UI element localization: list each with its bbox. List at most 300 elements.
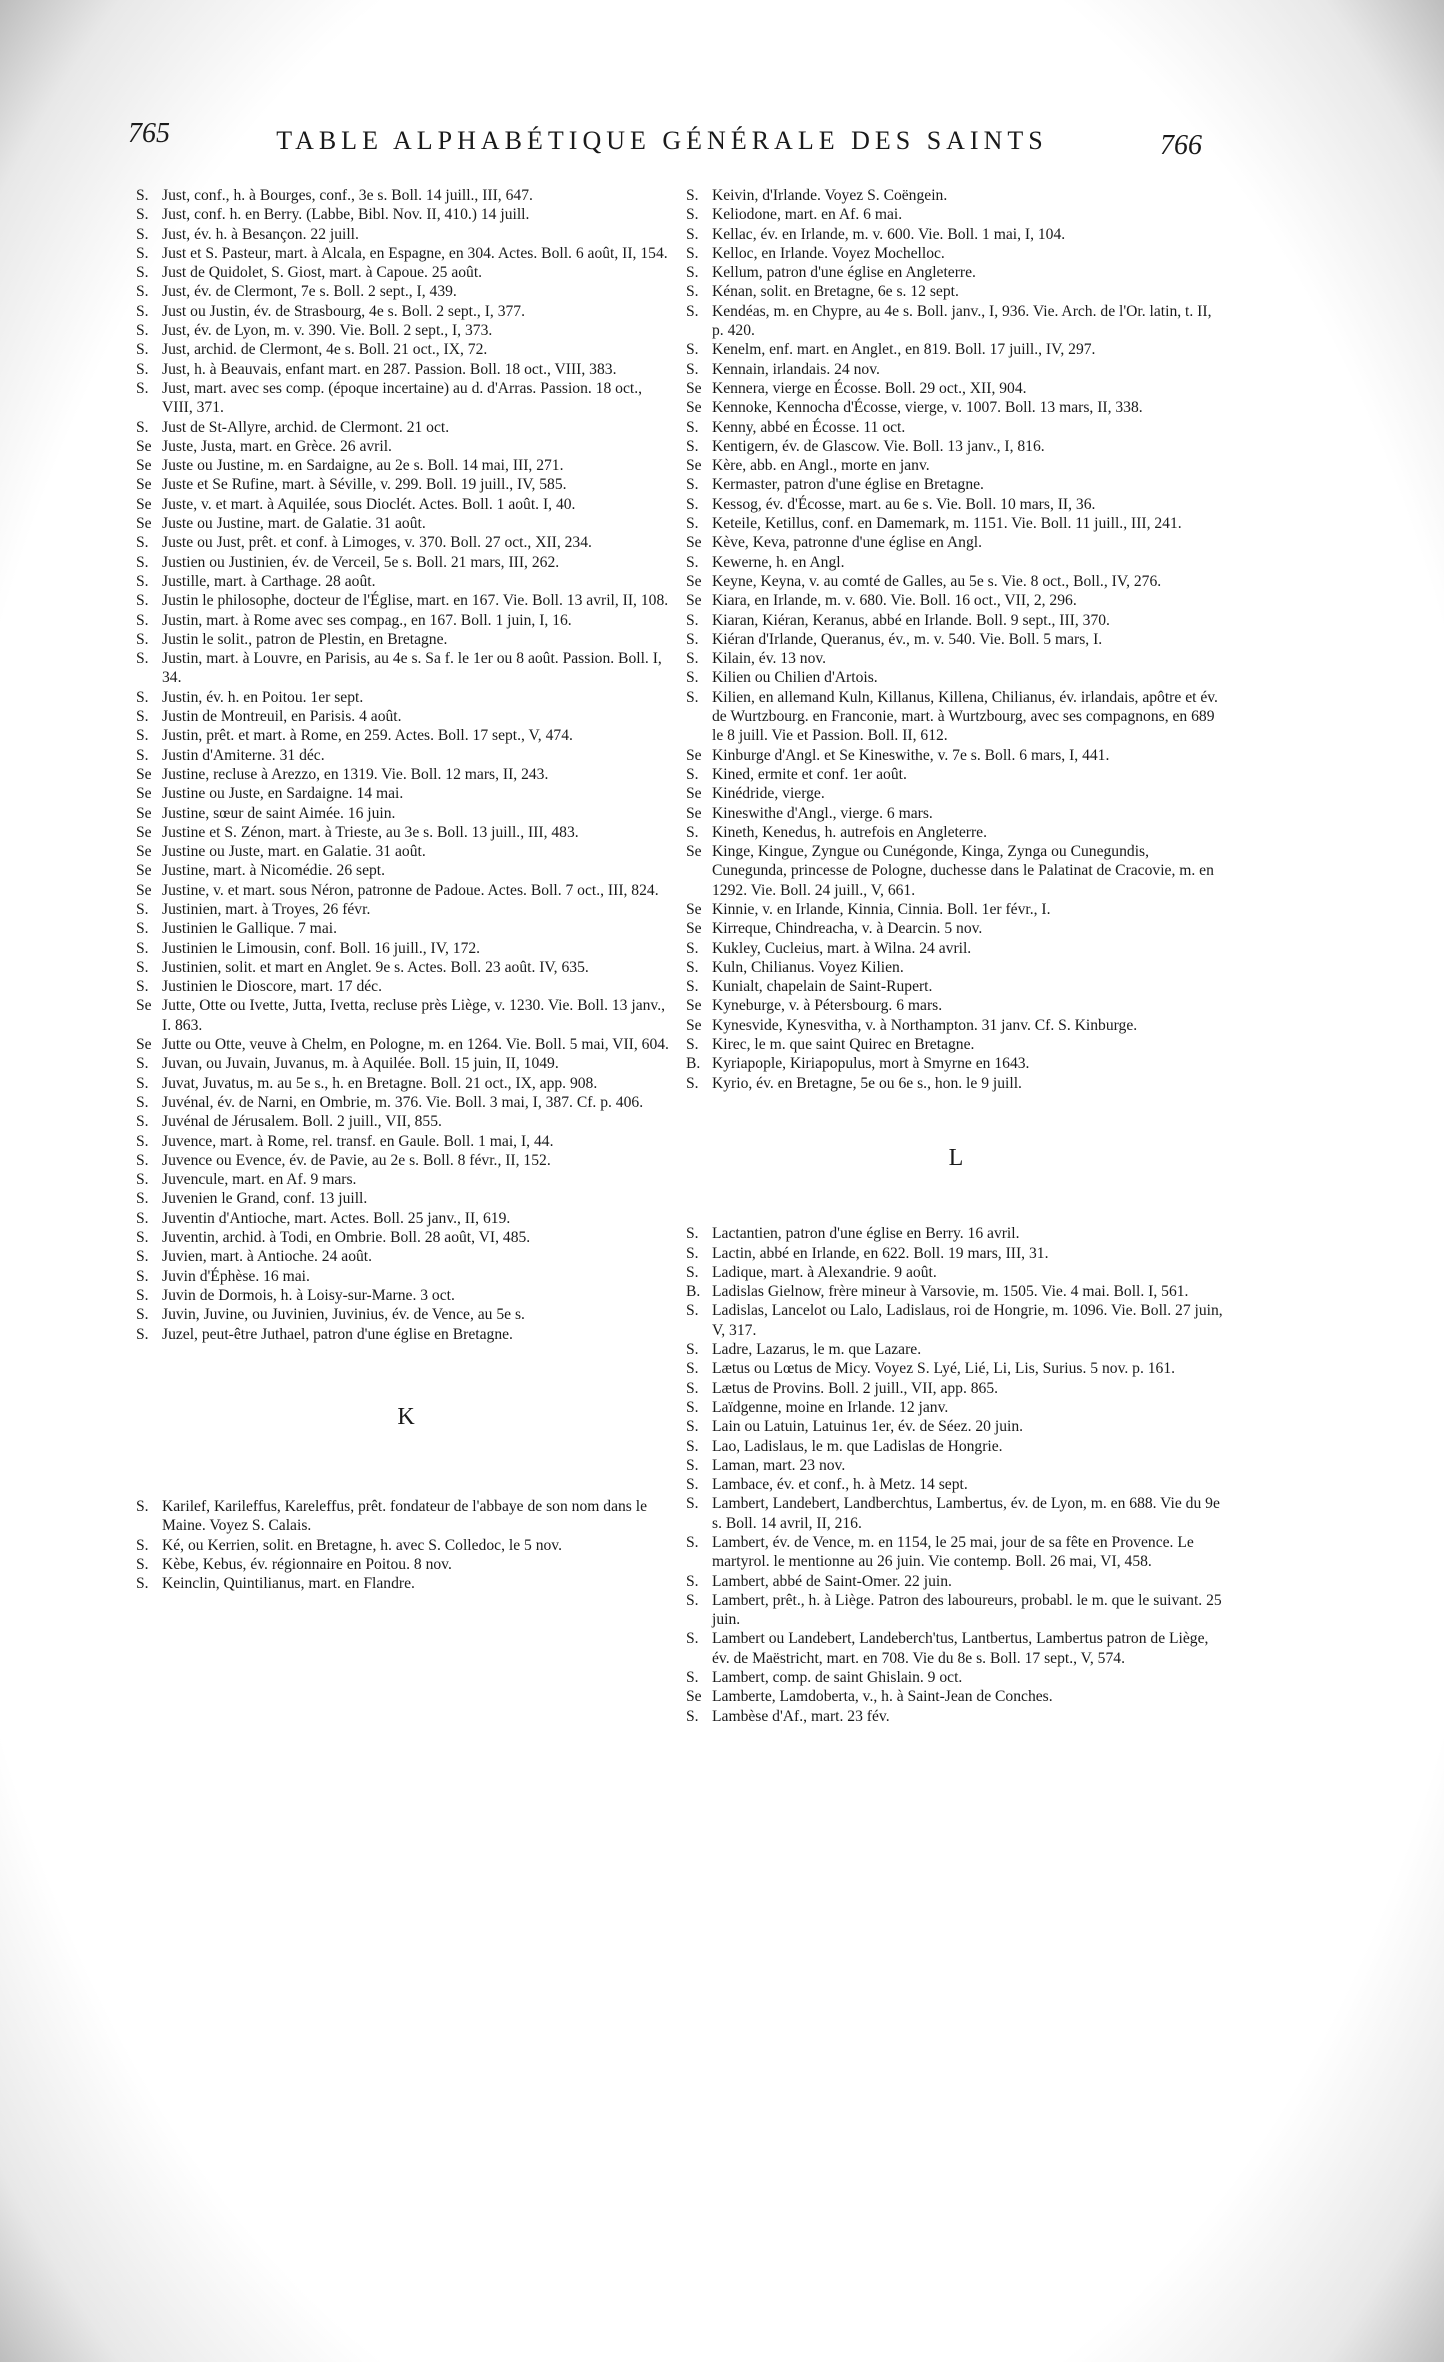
index-entry [136,707,676,726]
entry-prefix: S. [686,264,699,282]
entry-text: Keinclin, Quintilianus, mart. en Flandre. [162,1575,415,1593]
entry-text: Kellac, év. en Irlande, m. v. 600. Vie. Boll. 1 mai, I, 104. [712,225,1066,243]
entry-prefix: S. [136,1190,149,1208]
entry-prefix: S. [686,1244,699,1262]
index-entry [686,398,1226,417]
entry-prefix: Se [136,515,152,533]
entry-prefix: Se [136,804,152,822]
entry-prefix: S. [136,302,149,320]
index-entry [136,1209,676,1228]
index-entry [136,630,676,649]
entry-prefix: S. [136,592,149,610]
entry-text: Kennera, vierge en Écosse. Boll. 29 oct., XII, 904. [712,379,1027,397]
index-entry [136,514,676,533]
index-entry [136,572,676,591]
entry-text: Jutte, Otte ou Ivette, Jutta, Ivetta, recluse près Liège, v. 1230. Vie. Boll. 13 janv., I. 863. [162,997,665,1034]
index-entry [136,611,676,630]
entry-prefix: S. [686,650,699,668]
entry-prefix: S. [136,611,149,629]
entry-prefix: S. [136,1575,149,1593]
index-entry [686,1591,1226,1630]
index-entry [686,630,1226,649]
entry-prefix: S. [136,1113,149,1131]
index-entry [686,977,1226,996]
index-entry [686,958,1226,977]
entry-text: Juste, v. et mart. à Aquilée, sous Dioclét. Actes. Boll. 1 août. I, 40. [162,495,576,513]
index-entry [136,861,676,880]
entry-prefix: Se [686,746,702,764]
index-entry [686,919,1226,938]
entry-prefix: S. [136,225,149,243]
entry-text: Kennoke, Kennocha d'Écosse, vierge, v. 1007. Boll. 13 mars, II, 338. [712,399,1143,417]
index-entry [686,360,1226,379]
entry-text: Just ou Justin, év. de Strasbourg, 4e s. Boll. 2 sept., I, 377. [162,302,525,320]
entry-text: Kinédride, vierge. [712,785,825,803]
entry-prefix: S. [136,1151,149,1169]
index-entry [686,649,1226,668]
entry-prefix: S. [686,1379,699,1397]
entry-prefix: S. [136,1325,149,1343]
entry-prefix: S. [136,1074,149,1092]
entry-prefix: S. [686,1669,699,1687]
entry-prefix: S. [136,1209,149,1227]
entry-prefix: S. [136,900,149,918]
entry-prefix: S. [136,1132,149,1150]
entry-prefix: S. [136,379,149,397]
entry-prefix: S. [136,1229,149,1247]
index-entry [136,1555,676,1574]
index-entry [686,1456,1226,1475]
entry-prefix: S. [136,978,149,996]
entry-text: Keteile, Ketillus, conf. en Damemark, m. 1151. Vie. Boll. 11 juill., III, 241. [712,515,1182,533]
entry-text: Lætus de Provins. Boll. 2 juill., VII, app. 865. [712,1379,999,1397]
entry-prefix: Se [136,997,152,1015]
index-entry [686,514,1226,533]
entry-text: Lactantien, patron d'une église en Berry. 16 avril. [712,1225,1020,1243]
entry-text: Kirreque, Chindreacha, v. à Dearcin. 5 nov. [712,920,983,938]
entry-prefix: S. [686,283,699,301]
entry-text: Justin, prêt. et mart. à Rome, en 259. Actes. Boll. 17 sept., V, 474. [162,727,573,745]
index-entry [136,360,676,379]
index-entry [686,186,1226,205]
index-entry [686,244,1226,263]
entry-text: Justinien le Limousin, conf. Boll. 16 juill., IV, 172. [162,939,481,957]
index-entry [686,1359,1226,1378]
entry-text: Juventin, archid. à Todi, en Ombrie. Boll. 28 août, VI, 485. [162,1229,531,1247]
entry-text: Justine, v. et mart. sous Néron, patronne de Padoue. Actes. Boll. 7 oct., III, 824. [162,881,659,899]
entry-prefix: S. [136,630,149,648]
index-entry [686,939,1226,958]
index-entry [686,900,1226,919]
index-entry [136,282,676,301]
right-column [686,186,1226,1726]
entry-text: Kilien ou Chilien d'Artois. [712,669,878,687]
index-entry [686,1340,1226,1359]
entry-text: Kunialt, chapelain de Saint-Rupert. [712,978,933,996]
entry-prefix: S. [136,1171,149,1189]
index-entry [136,340,676,359]
entry-prefix: S. [686,765,699,783]
entry-text: Justine ou Juste, en Sardaigne. 14 mai. [162,785,404,803]
entry-prefix: S. [686,1074,699,1092]
index-entry [136,688,676,707]
index-entry [136,302,676,321]
entry-text: Lambèse d'Af., mart. 23 fév. [712,1707,890,1725]
index-entry [686,533,1226,552]
entry-text: Justine et S. Zénon, mart. à Trieste, au 3e s. Boll. 13 juill., III, 483. [162,823,579,841]
entry-text: Justinien le Dioscore, mart. 17 déc. [162,978,382,996]
index-entry [686,688,1226,746]
entry-text: Juste, Justa, mart. en Grèce. 26 avril. [162,437,392,455]
entry-prefix: S. [686,688,699,706]
index-entry [136,475,676,494]
entry-prefix: S. [136,322,149,340]
entry-prefix: S. [136,206,149,224]
entry-prefix: Se [136,476,152,494]
entry-prefix: S. [136,1093,149,1111]
entry-text: Lambace, év. et conf., h. à Metz. 14 sept. [712,1476,968,1494]
entry-text: Kiaran, Kiéran, Keranus, abbé en Irlande. Boll. 9 sept., III, 370. [712,611,1110,629]
entry-text: Ké, ou Kerrien, solit. en Bretagne, h. avec S. Colledoc, le 5 nov. [162,1536,562,1554]
entry-text: Just et S. Pasteur, mart. à Alcala, en Espagne, en 304. Actes. Boll. 6 août, II, 154. [162,244,668,262]
index-entry [136,1074,676,1093]
entry-prefix: Se [136,1036,152,1054]
entry-text: Justin le solit., patron de Plestin, en Bretagne. [162,630,448,648]
entry-prefix: B. [686,1283,701,1301]
index-entry [136,1536,676,1555]
entry-text: Lamberte, Lamdoberta, v., h. à Saint-Jean de Conches. [712,1688,1053,1706]
entry-text: Kewerne, h. en Angl. [712,553,845,571]
index-entry [686,1707,1226,1726]
entry-text: Kinge, Kingue, Zyngue ou Cunégonde, Kinga, Zynga ou Cunegundis, Cunegunda, princesse de Pologne, duchesse dans le Palatinat de Cracovie, m. en 1292. Vie. Boll. 24 juill., V, 661. [712,843,1214,899]
entry-prefix: S. [136,746,149,764]
entry-text: Lambert, comp. de saint Ghislain. 9 oct. [712,1669,963,1687]
index-entry [686,1035,1226,1054]
index-entry [686,1398,1226,1417]
entry-prefix: S. [686,939,699,957]
index-entry [686,1054,1226,1073]
entry-prefix: S. [686,1263,699,1281]
entry-text: Karilef, Karileffus, Kareleffus, prêt. fondateur de l'abbaye de son nom dans le Maine. Voyez S. Calais. [162,1498,648,1535]
entry-prefix: Se [686,997,702,1015]
entry-prefix: S. [686,1398,699,1416]
entry-text: Kineth, Kenedus, h. autrefois en Angleterre. [712,823,987,841]
entry-prefix: S. [686,1476,699,1494]
entry-prefix: S. [136,187,149,204]
entry-text: Juvien, mart. à Antioche. 24 août. [162,1248,373,1266]
entry-text: Justinien, solit. et mart en Anglet. 9e s. Actes. Boll. 23 août. IV, 635. [162,958,589,976]
entries-l-list [686,1224,1226,1726]
section-letter-l: L [948,1144,964,1171]
entry-text: Just, év. h. à Besançon. 22 juill. [162,225,359,243]
entry-prefix: Se [686,1016,702,1034]
entry-prefix: S. [686,341,699,359]
entry-prefix: S. [686,476,699,494]
entry-text: Justin, mart. à Louvre, en Parisis, au 4e s. Sa f. le 1er ou 8 août. Passion. Boll. I, 34. [162,650,662,687]
entry-prefix: S. [136,708,149,726]
entry-text: Just de St-Allyre, archid. de Clermont. 21 oct. [162,418,450,436]
entry-prefix: Se [686,804,702,822]
entry-prefix: S. [686,360,699,378]
entry-prefix: S. [136,360,149,378]
index-entry [686,1417,1226,1436]
entry-prefix: S. [686,1707,699,1725]
entry-text: Justine, sœur de saint Aimée. 16 juin. [162,804,396,822]
entry-prefix: S. [136,1267,149,1285]
index-entry [686,784,1226,803]
entry-prefix: Se [136,437,152,455]
entry-prefix: S. [686,978,699,996]
entry-prefix: B. [686,1055,701,1073]
index-entry [136,1267,676,1286]
entry-text: Juvence ou Evence, év. de Pavie, au 2e s. Boll. 8 févr., II, 152. [162,1151,551,1169]
index-entry [136,977,676,996]
entry-prefix: Se [136,495,152,513]
entry-text: Lambert, év. de Vence, m. en 1154, le 25 mai, jour de sa fête en Provence. Le martyrol. le mentionne au 26 juin. Vie contemp. Boll. 26 mai, VI, 458. [712,1534,1194,1571]
index-entry [136,553,676,572]
entry-prefix: S. [686,225,699,243]
entry-prefix: S. [136,650,149,668]
entry-prefix: Se [686,534,702,552]
index-entry [136,1286,676,1305]
entry-prefix: Se [136,881,152,899]
entry-text: Kyriapople, Kiriapopulus, mort à Smyrne en 1643. [712,1055,1030,1073]
entry-text: Kineswithe d'Angl., vierge. 6 mars. [712,804,933,822]
left-column [136,186,676,1594]
entry-text: Kendéas, m. en Chypre, au 4e s. Boll. janv., I, 936. Vie. Arch. de l'Or. latin, t. II, p. 420. [712,302,1212,340]
entry-text: Lambert ou Landebert, Landeberch'tus, Lantbertus, Lambertus patron de Liège, év. de Maëstricht, mart. en 708. Vie du 8e s. Boll. 17 sept., V, 574. [712,1630,1209,1667]
entry-prefix: S. [136,939,149,957]
index-entry [136,1325,676,1344]
index-entry [136,1035,676,1054]
entry-prefix: S. [686,1360,699,1378]
entry-text: Juventin d'Antioche, mart. Actes. Boll. 25 janv., II, 619. [162,1209,511,1227]
index-entry [686,823,1226,842]
index-entry [686,1437,1226,1456]
index-entry [686,379,1226,398]
entry-text: Justin de Montreuil, en Parisis. 4 août. [162,708,402,726]
index-entry [686,1629,1226,1668]
entry-text: Just, év. de Clermont, 7e s. Boll. 2 sept., I, 439. [162,283,457,301]
entry-text: Lambert, prêt., h. à Liège. Patron des laboureurs, probabl. le m. que le suivant. 25 juin. [712,1591,1222,1629]
index-entry [686,1244,1226,1263]
entry-text: Juste ou Justine, mart. de Galatie. 31 août. [162,515,426,533]
entry-prefix: S. [686,1456,699,1474]
entry-text: Jutte ou Otte, veuve à Chelm, en Pologne, m. en 1264. Vie. Boll. 5 mai, VII, 604. [162,1036,669,1054]
index-entry [136,244,676,263]
index-entry [686,1668,1226,1687]
entry-prefix: S. [686,823,699,841]
entry-text: Kirec, le m. que saint Quirec en Bretagne. [712,1036,975,1054]
entries-k-right-list [686,186,1226,1093]
index-entry [686,205,1226,224]
entry-prefix: Se [686,843,702,861]
index-entry [136,495,676,514]
entry-prefix: Se [136,823,152,841]
index-entry [136,225,676,244]
index-entry [686,746,1226,765]
entry-text: Kyrio, év. en Bretagne, 5e ou 6e s., hon. le 9 juill. [712,1074,1022,1092]
entry-prefix: S. [686,669,699,687]
entry-prefix: Se [686,785,702,803]
index-entry [136,321,676,340]
entry-text: Kuln, Chilianus. Voyez Kilien. [712,958,904,976]
entry-prefix: Se [686,1688,702,1706]
entry-prefix: S. [136,1055,149,1073]
entry-text: Kilien, en allemand Kuln, Killanus, Killena, Chilianus, év. irlandais, apôtre et év. de Wurtzbourg. en Franconie, mart. à Wurtzbourg, avec ses compagnons, en 689 le 8 juill. Vie et Passion. Boll. II, 612. [712,688,1218,745]
entry-text: Kyneburge, v. à Pétersbourg. 6 mars. [712,997,943,1015]
index-entry [136,1093,676,1112]
index-entry [686,1074,1226,1093]
entry-prefix: S. [686,1225,699,1243]
entry-text: Kukley, Cucleius, mart. à Wilna. 24 avril. [712,939,972,957]
index-entry [136,186,676,205]
entry-text: Justille, mart. à Carthage. 28 août. [162,572,376,590]
index-entry [686,668,1226,687]
index-entry [136,842,676,861]
index-entry [136,1054,676,1073]
entry-text: Lactin, abbé en Irlande, en 622. Boll. 19 mars, III, 31. [712,1244,1049,1262]
entry-prefix: S. [686,958,699,976]
index-entry [686,804,1226,823]
index-entry [136,939,676,958]
entry-text: Keliodone, mart. en Af. 6 mai. [712,206,903,224]
entry-prefix: S. [136,244,149,262]
entry-text: Keivin, d'Irlande. Voyez S. Coëngein. [712,187,948,204]
entry-text: Ladislas, Lancelot ou Lalo, Ladislaus, roi de Hongrie, m. 1096. Vie. Boll. 27 juin, V, 317. [712,1302,1223,1339]
entry-prefix: S. [686,418,699,436]
index-entry [686,1533,1226,1572]
entry-text: Just, conf., h. à Bourges, conf., 3e s. Boll. 14 juill., III, 647. [162,187,533,204]
index-entry [686,1572,1226,1591]
entry-text: Justin le philosophe, docteur de l'Église, mart. en 167. Vie. Boll. 13 avril, II, 108. [162,592,669,610]
index-entry [686,611,1226,630]
entry-text: Juvenien le Grand, conf. 13 juill. [162,1190,368,1208]
index-entry [136,746,676,765]
entry-text: Juste ou Justine, m. en Sardaigne, au 2e s. Boll. 14 mai, III, 271. [162,457,564,475]
entry-text: Juvin de Dormois, h. à Loisy-sur-Marne. 3 oct. [162,1286,455,1304]
entry-text: Ladique, mart. à Alexandrie. 9 août. [712,1263,937,1281]
index-entry [686,225,1226,244]
entry-prefix: Se [686,900,702,918]
entry-text: Justine, mart. à Nicomédie. 26 sept. [162,862,386,880]
entry-text: Juvénal, év. de Narni, en Ombrie, m. 376. Vie. Boll. 3 mai, I, 387. Cf. p. 406. [162,1093,644,1111]
index-entry [686,553,1226,572]
entry-prefix: S. [686,206,699,224]
index-entry [686,1263,1226,1282]
entry-text: Justin, év. h. en Poitou. 1er sept. [162,688,364,706]
index-entry [686,765,1226,784]
entry-prefix: S. [136,264,149,282]
entry-text: Kennain, irlandais. 24 nov. [712,360,880,378]
entry-text: Lambert, abbé de Saint-Omer. 22 juin. [712,1572,952,1590]
index-entry [136,784,676,803]
page-number-left: 765 [128,118,170,149]
index-entry [136,1189,676,1208]
index-entry [136,1170,676,1189]
index-entry [686,572,1226,591]
entry-prefix: Se [686,592,702,610]
entry-text: Just, h. à Beauvais, enfant mart. en 287. Passion. Boll. 18 oct., VIII, 383. [162,360,617,378]
entry-text: Laïdgenne, moine en Irlande. 12 janv. [712,1398,949,1416]
index-entry [136,649,676,688]
entry-text: Juvin d'Éphèse. 16 mai. [162,1267,310,1285]
entry-text: Kiéran d'Irlande, Queranus, év., m. v. 540. Vie. Boll. 5 mars, I. [712,630,1103,648]
entry-text: Justin d'Amiterne. 31 déc. [162,746,325,764]
entry-prefix: S. [136,283,149,301]
entry-prefix: S. [686,630,699,648]
entry-prefix: S. [136,1248,149,1266]
entry-text: Lætus ou Lœtus de Micy. Voyez S. Lyé, Lié, Li, Lis, Surius. 5 nov. p. 161. [712,1360,1176,1378]
index-entry [686,842,1226,900]
entry-prefix: S. [686,1630,699,1648]
entry-text: Juvat, Juvatus, m. au 5e s., h. en Bretagne. Boll. 21 oct., IX, app. 908. [162,1074,598,1092]
index-entry [686,1016,1226,1035]
entry-text: Kentigern, év. de Glascow. Vie. Boll. 13 janv., I, 816. [712,437,1045,455]
entry-text: Kiara, en Irlande, m. v. 680. Vie. Boll. 16 oct., VII, 2, 296. [712,592,1077,610]
entry-text: Lambert, Landebert, Landberchtus, Lambertus, év. de Lyon, m. en 688. Vie du 9e s. Boll. 14 avril, II, 216. [712,1495,1220,1532]
entry-prefix: S. [686,302,699,320]
index-entry [136,418,676,437]
entries-k-left-list [136,1497,676,1593]
entry-text: Justinien, mart. à Troyes, 26 févr. [162,900,371,918]
index-entry [136,1497,676,1536]
entry-prefix: Se [686,379,702,397]
entry-text: Juvence, mart. à Rome, rel. transf. en Gaule. Boll. 1 mai, I, 44. [162,1132,554,1150]
entry-text: Kenny, abbé en Écosse. 11 oct. [712,418,906,436]
entry-text: Ladislas Gielnow, frère mineur à Varsovie, m. 1505. Vie. 4 mai. Boll. I, 561. [712,1283,1189,1301]
index-entry [136,881,676,900]
index-entry [136,958,676,977]
index-entry [686,1301,1226,1340]
entry-prefix: S. [686,611,699,629]
entry-text: Kénan, solit. en Bretagne, 6e s. 12 sept. [712,283,959,301]
index-entry [136,1228,676,1247]
entry-prefix: S. [686,187,699,204]
entry-prefix: S. [136,341,149,359]
index-entry [686,475,1226,494]
index-entry [686,418,1226,437]
entry-text: Juvénal de Jérusalem. Boll. 2 juill., VII, 855. [162,1113,442,1131]
entry-prefix: S. [686,495,699,513]
entry-text: Laman, mart. 23 nov. [712,1456,846,1474]
entry-text: Juste et Se Rufine, mart. à Séville, v. 299. Boll. 19 juill., IV, 585. [162,476,567,494]
index-entry [686,263,1226,282]
index-entry [686,1475,1226,1494]
entry-text: Juvencule, mart. en Af. 9 mars. [162,1171,357,1189]
entry-prefix: S. [686,515,699,533]
section-letter-k: K [397,1403,415,1430]
entry-text: Just, év. de Lyon, m. v. 390. Vie. Boll. 2 sept., I, 373. [162,322,493,340]
entry-text: Just, conf. h. en Berry. (Labbe, Bibl. Nov. II, 410.) 14 juill. [162,206,530,224]
index-entry [686,591,1226,610]
entry-prefix: S. [136,727,149,745]
entry-text: Juzel, peut-être Juthael, patron d'une église en Bretagne. [162,1325,513,1343]
entry-prefix: Se [136,843,152,861]
entry-prefix: S. [136,958,149,976]
entry-prefix: S. [686,553,699,571]
entry-text: Kessog, év. d'Écosse, mart. au 6e s. Vie. Boll. 10 mars, II, 36. [712,495,1096,513]
entry-text: Juste ou Just, prêt. et conf. à Limoges, v. 370. Boll. 27 oct., XII, 234. [162,534,592,552]
index-entry [136,919,676,938]
entry-prefix: Se [136,785,152,803]
index-entry [686,1282,1226,1301]
index-entry [686,456,1226,475]
entry-prefix: S. [686,1418,699,1436]
entry-prefix: S. [136,920,149,938]
index-entry [686,1379,1226,1398]
index-entry [136,900,676,919]
